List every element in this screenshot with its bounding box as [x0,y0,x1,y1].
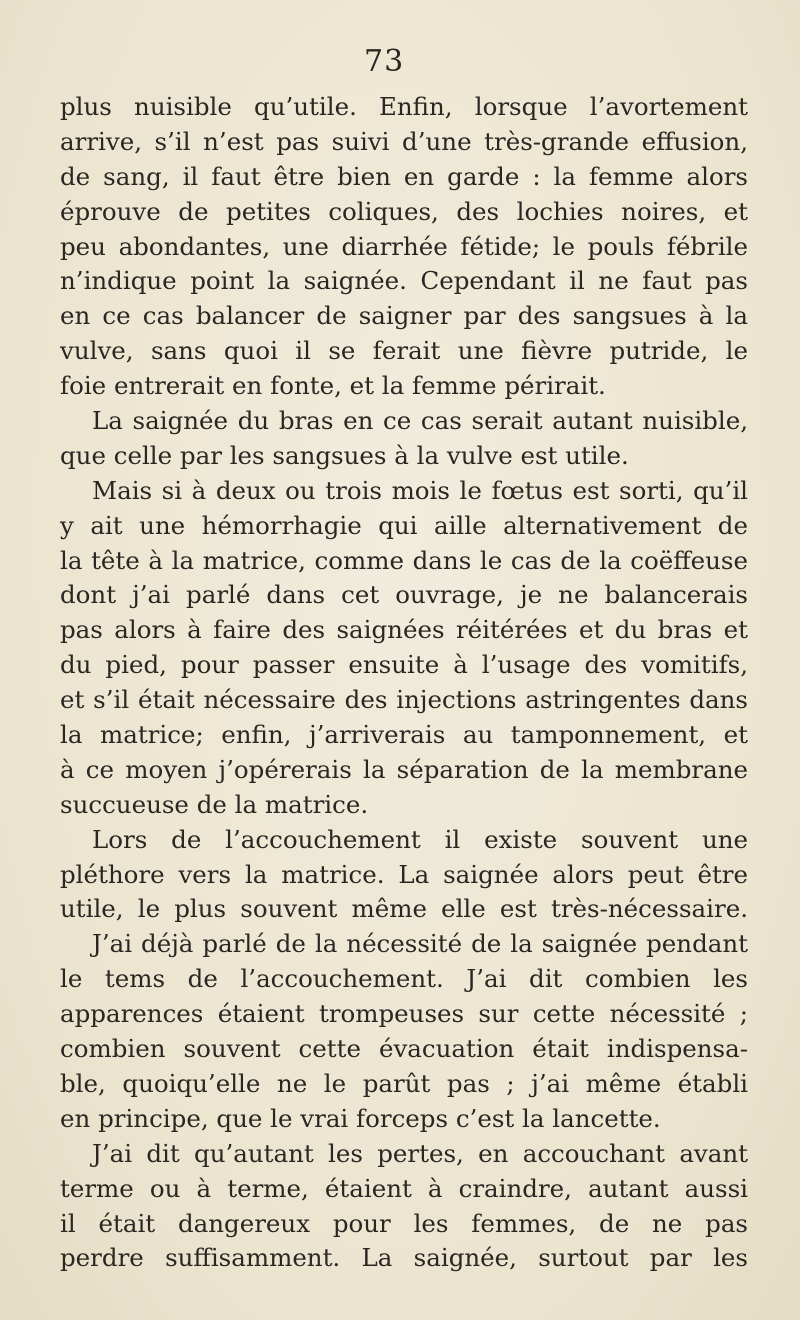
text-line: foie entrerait en fonte, et la femme périrait. [60,371,606,401]
text-line: vulve, sans quoi il se ferait une fièvre putride, le [60,336,748,366]
text-line: apparences étaient trompeuses sur cette nécessité ; [60,999,748,1029]
text-line: La saignée du bras en ce cas serait autant nuisible, [92,406,748,436]
text-line: en ce cas balancer de saigner par des sangsues à la [60,301,748,331]
text-line: combien souvent cette évacuation était indispensa- [60,1034,748,1064]
text-line: la matrice; enfin, j’arriverais au tamponnement, et [60,720,748,750]
text-line: Lors de l’accouchement il existe souvent une [92,824,748,854]
text-line: utile, le plus souvent même elle est très-nécessaire. [60,894,748,924]
text-line: dont j’ai parlé dans cet ouvrage, je ne balancerais [60,580,748,610]
text-line: J’ai déjà parlé de la nécessité de la saignée pendant [92,929,748,959]
text-line: la tête à la matrice, comme dans le cas de la coëffeuse [60,545,748,575]
text-line: plus nuisible qu’utile. Enfin, lorsque l’avortement [60,92,748,121]
text-line: J’ai dit qu’autant les pertes, en accouchant avant [92,1138,748,1168]
text-line: il était dangereux pour les femmes, de ne pas [60,1208,748,1238]
text-line: et s’il était nécessaire des injections astringentes dans [60,685,748,715]
body-text [60,90,748,1276]
text-line: ble, quoiqu’elle ne le parût pas ; j’ai même établi [60,1068,748,1098]
text-line: perdre suffisamment. La saignée, surtout par les [60,1243,748,1273]
text-line: pléthore vers la matrice. La saignée alors peut être [60,859,748,889]
text-line: pas alors à faire des saignées réitérées et du bras et [60,615,748,645]
page-number: 73 [364,44,405,79]
text-line: éprouve de petites coliques, des lochies noires, et [60,196,748,226]
text-line: le tems de l’accouchement. J’ai dit combien les [60,964,748,994]
text-line: n’indique point la saignée. Cependant il ne faut pas [60,266,748,296]
text-line: en principe, que le vrai forceps c’est la lancette. [60,1103,661,1133]
text-line: du pied, pour passer ensuite à l’usage des vomitifs, [60,650,748,680]
text-line: terme ou à terme, étaient à craindre, autant aussi [60,1173,748,1203]
text-line: arrive, s’il n’est pas suivi d’une très-grande effusion, [60,126,748,156]
text-line: succueuse de la matrice. [60,789,369,819]
text-line: que celle par les sangsues à la vulve est utile. [60,440,629,470]
text-line: peu abondantes, une diarrhée fétide; le pouls fébrile [60,231,748,261]
text-line: y ait une hémorrhagie qui aille alternativement de [60,510,748,540]
text-line: à ce moyen j’opérerais la séparation de la membrane [60,754,748,784]
text-line: de sang, il faut être bien en garde : la femme alors [60,161,748,191]
text-line: Mais si à deux ou trois mois le fœtus est sorti, qu’il [92,475,748,505]
